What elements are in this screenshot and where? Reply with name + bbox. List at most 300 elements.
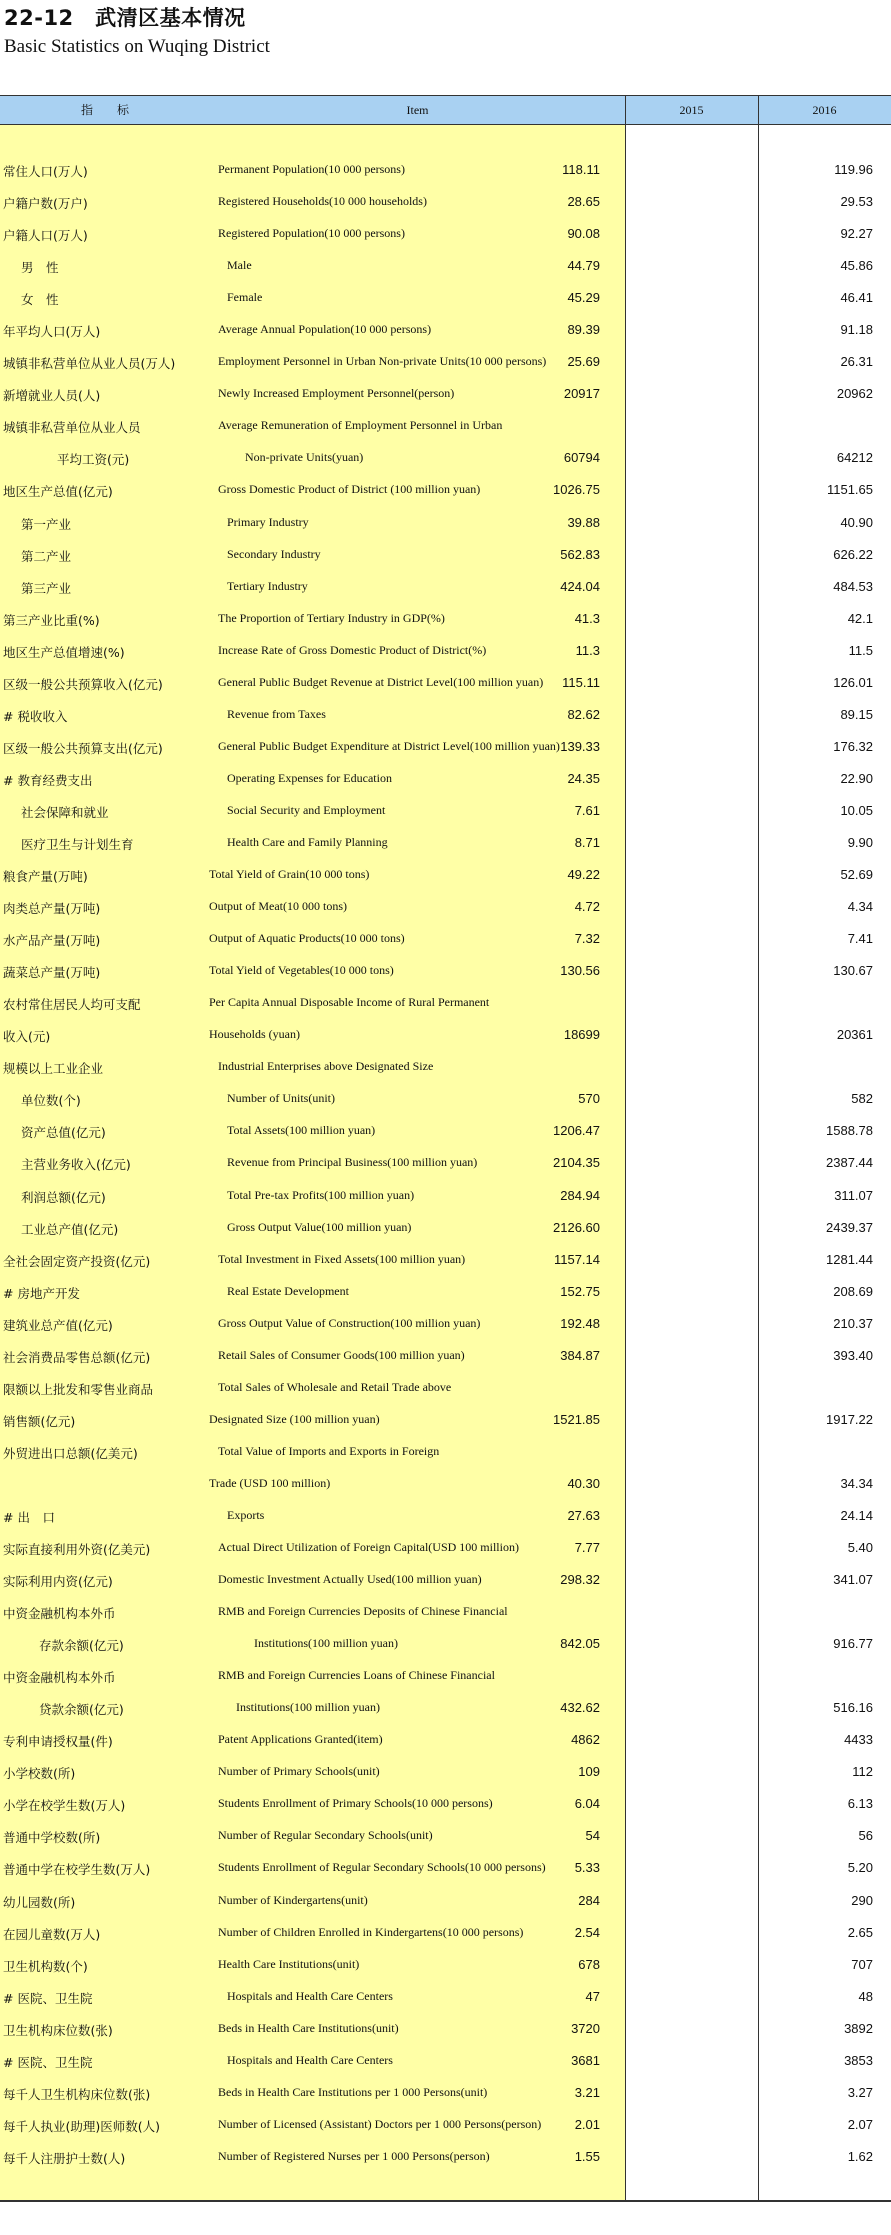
value-2016: 1.62 bbox=[847, 2148, 873, 2164]
row-label-en: Retail Sales of Consumer Goods(100 million yuan) bbox=[218, 1347, 465, 1362]
value-2015: 2.54 bbox=[574, 1924, 600, 1940]
row-label-cn: 小学在校学生数(万人) bbox=[3, 1798, 126, 1814]
table-row bbox=[0, 1533, 891, 1565]
row-label-cn: 实际利用内资(亿元) bbox=[3, 1574, 113, 1590]
row-label-en: General Public Budget Expenditure at District Level(100 million yuan) bbox=[218, 738, 560, 753]
value-2015: 47 bbox=[585, 1988, 600, 2004]
value-2015: 115.11 bbox=[562, 674, 600, 690]
row-label-en: Social Security and Employment bbox=[227, 802, 386, 817]
table-row bbox=[0, 2142, 891, 2174]
row-label-en: Secondary Industry bbox=[227, 546, 321, 561]
value-2016: 2.65 bbox=[847, 1924, 873, 1940]
row-label-en: Number of Licensed (Assistant) Doctors per 1 000 Persons(person) bbox=[218, 2116, 542, 2131]
row-label-cn: # 教育经费支出 bbox=[3, 772, 93, 788]
row-label-en: Average Annual Population(10 000 persons) bbox=[218, 322, 432, 337]
value-2015: 7.32 bbox=[574, 931, 600, 947]
row-label-en: Number of Units(unit) bbox=[227, 1091, 335, 1106]
value-2015: 49.22 bbox=[567, 867, 600, 883]
value-2016: 4433 bbox=[844, 1732, 873, 1748]
value-2015: 139.33 bbox=[560, 738, 600, 754]
value-2015: 82.62 bbox=[567, 706, 600, 722]
row-label-en: Revenue from Principal Business(100 million yuan) bbox=[227, 1155, 478, 1170]
row-label-en: Students Enrollment of Primary Schools(10 000 persons) bbox=[218, 1796, 493, 1811]
value-2015: 89.39 bbox=[567, 322, 600, 338]
table-row bbox=[0, 1597, 891, 1629]
row-label-en: Number of Registered Nurses per 1 000 Persons(person) bbox=[218, 2148, 490, 2163]
value-2015: 1026.75 bbox=[553, 482, 600, 498]
value-2016: 48 bbox=[858, 1988, 873, 2004]
table-row bbox=[0, 283, 891, 315]
table-row bbox=[0, 828, 891, 860]
row-label-en: Beds in Health Care Institutions(unit) bbox=[218, 2020, 399, 2035]
table-row bbox=[0, 1405, 891, 1437]
table-row bbox=[0, 187, 891, 219]
row-label-en: Total Assets(100 million yuan) bbox=[227, 1123, 376, 1138]
row-label-cn: 第一产业 bbox=[21, 516, 72, 532]
row-label-en: Number of Kindergartens(unit) bbox=[218, 1892, 368, 1907]
row-label-en: Increase Rate of Gross Domestic Product of District(%) bbox=[218, 642, 487, 657]
value-2015: 432.62 bbox=[560, 1700, 600, 1716]
row-label-cn: 男 性 bbox=[21, 260, 59, 276]
table-row bbox=[0, 860, 891, 892]
row-label-en: Students Enrollment of Regular Secondary Schools(10 000 persons) bbox=[218, 1860, 546, 1875]
table-row bbox=[0, 540, 891, 572]
header-year-2016: 2016 bbox=[812, 103, 837, 117]
row-label-en: Number of Primary Schools(unit) bbox=[218, 1764, 380, 1779]
value-2015: 3720 bbox=[571, 2020, 600, 2036]
page-title-english: Basic Statistics on Wuqing District bbox=[4, 36, 270, 57]
value-2016: 20962 bbox=[836, 386, 873, 402]
value-2015: 45.29 bbox=[567, 290, 600, 306]
value-2016: 20361 bbox=[836, 1027, 873, 1043]
table-row bbox=[0, 764, 891, 796]
value-2016: 626.22 bbox=[833, 546, 873, 562]
row-label-cn: 卫生机构数(个) bbox=[3, 1958, 88, 1974]
table-row bbox=[0, 1757, 891, 1789]
row-label-cn: 贷款余额(亿元) bbox=[39, 1702, 124, 1718]
row-label-cn: # 房地产开发 bbox=[3, 1285, 80, 1301]
row-label-cn: 地区生产总值(亿元) bbox=[3, 484, 113, 500]
value-2015: 2.01 bbox=[574, 2116, 600, 2132]
value-2015: 109 bbox=[578, 1764, 600, 1780]
value-2015: 6.04 bbox=[574, 1796, 600, 1812]
row-label-cn: 规模以上工业企业 bbox=[3, 1061, 104, 1077]
row-label-en: RMB and Foreign Currencies Deposits of Chinese Financial bbox=[218, 1604, 508, 1619]
table-row bbox=[0, 475, 891, 507]
value-2015: 570 bbox=[578, 1091, 600, 1107]
table-row bbox=[0, 1309, 891, 1341]
row-label-cn: 水产品产量(万吨) bbox=[3, 933, 101, 949]
row-label-cn: 资产总值(亿元) bbox=[21, 1125, 106, 1141]
table-row bbox=[0, 1950, 891, 1982]
row-label-cn: 幼儿园数(所) bbox=[3, 1894, 76, 1910]
value-2016: 34.34 bbox=[840, 1475, 873, 1491]
row-label-cn: 社会保障和就业 bbox=[21, 804, 109, 820]
value-2016: 3.27 bbox=[847, 2084, 873, 2100]
row-label-en: Beds in Health Care Institutions per 1 000 Persons(unit) bbox=[218, 2084, 488, 2099]
row-label-en: Institutions(100 million yuan) bbox=[236, 1700, 380, 1715]
table-row bbox=[0, 892, 891, 924]
table-row bbox=[0, 1853, 891, 1885]
row-label-cn: 第三产业 bbox=[21, 580, 72, 596]
value-2016: 42.1 bbox=[847, 610, 873, 626]
row-label-cn: 常住人口(万人) bbox=[3, 164, 88, 179]
row-label-en: Total Investment in Fixed Assets(100 million yuan) bbox=[218, 1251, 466, 1266]
table-row bbox=[0, 1789, 891, 1821]
table-row bbox=[0, 1245, 891, 1277]
table-row bbox=[0, 1469, 891, 1501]
value-2016: 9.90 bbox=[847, 834, 873, 850]
row-label-cn: 每千人卫生机构床位数(张) bbox=[3, 2086, 151, 2102]
value-2016: 29.53 bbox=[840, 194, 873, 210]
row-label-cn: 销售额(亿元) bbox=[3, 1413, 76, 1429]
value-2016: 341.07 bbox=[833, 1572, 873, 1588]
row-label-cn: 实际直接利用外资(亿美元) bbox=[3, 1542, 151, 1558]
table-row bbox=[0, 796, 891, 828]
row-label-en: Permanent Population(10 000 persons) bbox=[218, 162, 405, 176]
value-2015: 41.3 bbox=[574, 610, 600, 626]
value-2016: 484.53 bbox=[833, 578, 873, 594]
table-row bbox=[0, 1373, 891, 1405]
row-label-en: Revenue from Taxes bbox=[227, 706, 326, 721]
row-label-en: Households (yuan) bbox=[209, 1027, 300, 1042]
row-label-cn: 女 性 bbox=[21, 292, 59, 308]
value-2015: 18699 bbox=[563, 1027, 600, 1043]
value-2016: 89.15 bbox=[840, 706, 873, 722]
value-2016: 45.86 bbox=[840, 258, 873, 274]
row-label-cn: 单位数(个) bbox=[21, 1093, 81, 1109]
value-2016: 5.40 bbox=[847, 1540, 873, 1556]
value-2015: 27.63 bbox=[567, 1507, 600, 1523]
value-2016: 119.96 bbox=[834, 162, 873, 177]
row-label-cn: 社会消费品零售总额(亿元) bbox=[3, 1349, 151, 1365]
row-label-cn: 存款余额(亿元) bbox=[39, 1638, 124, 1654]
table-row bbox=[0, 1982, 891, 2014]
value-2016: 210.37 bbox=[833, 1315, 873, 1331]
value-2016: 56 bbox=[858, 1828, 873, 1844]
row-label-en: Female bbox=[227, 290, 263, 305]
value-2016: 40.90 bbox=[840, 514, 873, 530]
value-2015: 2126.60 bbox=[553, 1219, 600, 1235]
row-label-en: Hospitals and Health Care Centers bbox=[227, 2052, 393, 2067]
table-row bbox=[0, 1565, 891, 1597]
row-label-cn: 普通中学校数(所) bbox=[3, 1830, 101, 1846]
value-2015: 7.61 bbox=[574, 802, 600, 818]
value-2016: 22.90 bbox=[840, 770, 873, 786]
value-2016: 290 bbox=[851, 1892, 873, 1908]
value-2015: 152.75 bbox=[560, 1283, 600, 1299]
row-label-cn: 专利申请授权量(件) bbox=[3, 1734, 113, 1750]
row-label-cn: 限额以上批发和零售业商品 bbox=[3, 1381, 154, 1397]
row-label-cn: 平均工资(元) bbox=[57, 452, 130, 468]
table-row bbox=[0, 1501, 891, 1533]
row-label-cn: 每千人执业(助理)医师数(人) bbox=[3, 2118, 161, 2134]
row-label-cn: 粮食产量(万吨) bbox=[3, 869, 88, 885]
value-2016: 176.32 bbox=[833, 738, 873, 754]
value-2015: 298.32 bbox=[560, 1572, 600, 1588]
row-label-cn: 卫生机构床位数(张) bbox=[3, 2022, 113, 2038]
value-2015: 28.65 bbox=[567, 194, 600, 210]
value-2015: 3.21 bbox=[574, 2084, 600, 2100]
header-year-2015: 2015 bbox=[679, 103, 704, 117]
table-row bbox=[0, 1886, 891, 1918]
header-item: Item bbox=[406, 103, 429, 117]
row-label-en: The Proportion of Tertiary Industry in GDP(%) bbox=[218, 610, 445, 625]
row-label-en: Total Sales of Wholesale and Retail Trade above bbox=[218, 1379, 452, 1394]
row-label-en: Tertiary Industry bbox=[227, 578, 308, 593]
row-label-cn: 城镇非私营单位从业人员(万人) bbox=[3, 356, 176, 372]
value-2016: 1151.65 bbox=[826, 482, 873, 498]
value-2015: 8.71 bbox=[574, 834, 600, 850]
table-row bbox=[0, 1693, 891, 1725]
value-2015: 39.88 bbox=[567, 514, 600, 530]
value-2015: 424.04 bbox=[560, 578, 600, 594]
value-2015: 60794 bbox=[563, 450, 600, 466]
table-row bbox=[0, 1084, 891, 1116]
row-label-cn: 小学校数(所) bbox=[3, 1766, 76, 1782]
value-2015: 1157.14 bbox=[553, 1251, 600, 1267]
row-label-en: Gross Output Value of Construction(100 million yuan) bbox=[218, 1315, 481, 1330]
value-2015: 25.69 bbox=[567, 354, 600, 370]
value-2016: 6.13 bbox=[847, 1796, 873, 1812]
table-row bbox=[0, 155, 891, 187]
row-label-cn: 区级一般公共预算收入(亿元) bbox=[3, 676, 163, 692]
value-2015: 3681 bbox=[571, 2052, 600, 2068]
row-label-en: Average Remuneration of Employment Personnel in Urban bbox=[218, 418, 503, 433]
value-2016: 582 bbox=[851, 1091, 873, 1107]
value-2016: 5.20 bbox=[847, 1860, 873, 1876]
value-2016: 2439.37 bbox=[826, 1219, 873, 1235]
row-label-en: Actual Direct Utilization of Foreign Capital(USD 100 million) bbox=[218, 1540, 519, 1555]
value-2015: 118.11 bbox=[562, 162, 600, 177]
row-label-cn: 年平均人口(万人) bbox=[3, 324, 101, 340]
table-row bbox=[0, 315, 891, 347]
table-row bbox=[0, 1116, 891, 1148]
value-2015: 44.79 bbox=[567, 258, 600, 274]
value-2015: 562.83 bbox=[560, 546, 600, 562]
row-label-cn: 第三产业比重(%) bbox=[3, 612, 100, 628]
row-label-cn: 建筑业总产值(亿元) bbox=[3, 1317, 113, 1333]
row-label-cn: 户籍人口(万人) bbox=[3, 228, 88, 244]
value-2015: 2104.35 bbox=[553, 1155, 600, 1171]
value-2015: 284.94 bbox=[560, 1187, 600, 1203]
row-label-en: Patent Applications Granted(item) bbox=[218, 1732, 383, 1747]
table-row bbox=[0, 924, 891, 956]
row-label-cn: 收入(元) bbox=[3, 1029, 51, 1045]
value-2015: 130.56 bbox=[560, 963, 600, 979]
table-row bbox=[0, 1629, 891, 1661]
table-row bbox=[0, 411, 891, 443]
value-2016: 52.69 bbox=[840, 867, 873, 883]
row-label-cn: 医疗卫生与计划生育 bbox=[21, 836, 134, 852]
row-label-en: Male bbox=[227, 258, 252, 273]
row-label-cn: 第二产业 bbox=[21, 548, 72, 564]
table-row bbox=[0, 2110, 891, 2142]
value-2016: 126.01 bbox=[833, 674, 873, 690]
table-row bbox=[0, 732, 891, 764]
value-2016: 707 bbox=[851, 1956, 873, 1972]
table-row bbox=[0, 219, 891, 251]
value-2016: 1281.44 bbox=[826, 1251, 873, 1267]
row-label-cn: 在园儿童数(万人) bbox=[3, 1926, 101, 1942]
value-2015: 842.05 bbox=[560, 1636, 600, 1652]
row-label-cn: 普通中学在校学生数(万人) bbox=[3, 1862, 151, 1878]
value-2016: 393.40 bbox=[833, 1347, 873, 1363]
row-label-en: Non-private Units(yuan) bbox=[245, 450, 364, 465]
value-2016: 208.69 bbox=[833, 1283, 873, 1299]
value-2016: 46.41 bbox=[840, 290, 873, 306]
table-row bbox=[0, 1821, 891, 1853]
value-2015: 5.33 bbox=[574, 1860, 600, 1876]
row-label-en: Registered Households(10 000 households) bbox=[218, 194, 427, 209]
table-bottom-rule bbox=[0, 2200, 891, 2202]
row-label-en: Gross Output Value(100 million yuan) bbox=[227, 1219, 412, 1234]
row-label-en: Institutions(100 million yuan) bbox=[254, 1636, 398, 1651]
table-row bbox=[0, 668, 891, 700]
value-2015: 7.77 bbox=[574, 1540, 600, 1556]
value-2016: 916.77 bbox=[833, 1636, 873, 1652]
value-2016: 516.16 bbox=[833, 1700, 873, 1716]
header-indicator: 指 标 bbox=[80, 103, 129, 117]
value-2015: 192.48 bbox=[560, 1315, 600, 1331]
row-label-cn: 利润总额(亿元) bbox=[21, 1189, 106, 1205]
value-2015: 678 bbox=[578, 1956, 600, 1972]
row-label-cn: 城镇非私营单位从业人员 bbox=[3, 420, 141, 436]
value-2015: 384.87 bbox=[560, 1347, 600, 1363]
value-2015: 20917 bbox=[563, 386, 600, 402]
row-label-en: Real Estate Development bbox=[227, 1283, 349, 1298]
value-2016: 10.05 bbox=[840, 802, 873, 818]
table-row bbox=[0, 1181, 891, 1213]
row-label-cn: 新增就业人员(人) bbox=[3, 388, 101, 404]
value-2015: 4862 bbox=[571, 1732, 600, 1748]
value-2015: 4.72 bbox=[574, 899, 600, 915]
row-label-en: Output of Aquatic Products(10 000 tons) bbox=[209, 931, 405, 946]
value-2016: 64212 bbox=[836, 450, 873, 466]
table-row bbox=[0, 572, 891, 604]
table-row bbox=[0, 1277, 891, 1309]
value-2016: 3853 bbox=[844, 2052, 873, 2068]
table-row bbox=[0, 2078, 891, 2110]
table-row bbox=[0, 1341, 891, 1373]
row-label-en: Per Capita Annual Disposable Income of Rural Permanent bbox=[209, 995, 490, 1010]
row-label-cn: 蔬菜总产量(万吨) bbox=[3, 965, 101, 981]
value-2016: 1917.22 bbox=[826, 1411, 873, 1427]
table-row bbox=[0, 2014, 891, 2046]
row-label-cn: 肉类总产量(万吨) bbox=[3, 901, 101, 917]
table-row bbox=[0, 700, 891, 732]
table-row bbox=[0, 379, 891, 411]
table-row bbox=[0, 1661, 891, 1693]
row-label-cn: 地区生产总值增速(%) bbox=[3, 644, 125, 660]
table-row bbox=[0, 508, 891, 540]
value-2016: 11.5 bbox=[848, 642, 873, 658]
row-label-cn: 中资金融机构本外币 bbox=[3, 1670, 116, 1686]
row-label-en: General Public Budget Revenue at District Level(100 million yuan) bbox=[218, 674, 544, 689]
row-label-en: Newly Increased Employment Personnel(person) bbox=[218, 386, 455, 401]
value-2016: 26.31 bbox=[840, 354, 873, 370]
value-2016: 112 bbox=[852, 1764, 873, 1780]
value-2015: 54 bbox=[585, 1828, 600, 1844]
value-2016: 311.07 bbox=[834, 1187, 873, 1203]
table-row bbox=[0, 1052, 891, 1084]
row-label-en: Industrial Enterprises above Designated Size bbox=[218, 1059, 434, 1074]
row-label-en: Domestic Investment Actually Used(100 million yuan) bbox=[218, 1572, 482, 1587]
value-2015: 11.3 bbox=[575, 642, 600, 658]
value-2016: 4.34 bbox=[847, 899, 873, 915]
row-label-en: Exports bbox=[227, 1507, 265, 1522]
table-body bbox=[0, 155, 891, 2174]
row-label-en: Gross Domestic Product of District (100 million yuan) bbox=[218, 482, 481, 497]
row-label-en: Operating Expenses for Education bbox=[227, 770, 392, 785]
row-label-cn: 中资金融机构本外币 bbox=[3, 1606, 116, 1622]
row-label-en: Total Yield of Grain(10 000 tons) bbox=[209, 867, 370, 882]
row-label-cn: 户籍户数(万户) bbox=[3, 196, 88, 212]
row-label-en: RMB and Foreign Currencies Loans of Chinese Financial bbox=[218, 1668, 495, 1683]
value-2016: 24.14 bbox=[840, 1507, 873, 1523]
row-label-cn: 区级一般公共预算支出(亿元) bbox=[3, 740, 163, 756]
row-label-en: Trade (USD 100 million) bbox=[209, 1475, 331, 1490]
row-label-cn: 外贸进出口总额(亿美元) bbox=[3, 1445, 138, 1461]
table-row bbox=[0, 956, 891, 988]
value-2016: 2.07 bbox=[847, 2116, 873, 2132]
value-2015: 1.55 bbox=[574, 2148, 600, 2164]
table-row bbox=[0, 251, 891, 283]
row-label-cn: # 医院、卫生院 bbox=[3, 1990, 93, 2006]
row-label-en: Number of Regular Secondary Schools(unit) bbox=[218, 1828, 433, 1843]
row-label-cn: # 税收收入 bbox=[3, 708, 68, 724]
row-label-en: Health Care Institutions(unit) bbox=[218, 1956, 360, 1971]
value-2015: 284 bbox=[578, 1892, 600, 1908]
row-label-en: Total Pre-tax Profits(100 million yuan) bbox=[227, 1187, 415, 1202]
row-label-en: Designated Size (100 million yuan) bbox=[209, 1411, 380, 1426]
row-label-en: Registered Population(10 000 persons) bbox=[218, 226, 405, 241]
row-label-cn: # 出 口 bbox=[3, 1509, 55, 1525]
table-row bbox=[0, 988, 891, 1020]
row-label-cn: 农村常住居民人均可支配 bbox=[3, 997, 141, 1013]
table-row bbox=[0, 1148, 891, 1180]
value-2016: 7.41 bbox=[847, 931, 873, 947]
row-label-en: Total Value of Imports and Exports in Foreign bbox=[218, 1443, 440, 1458]
value-2016: 130.67 bbox=[833, 963, 873, 979]
table-row bbox=[0, 347, 891, 379]
row-label-en: Primary Industry bbox=[227, 514, 309, 529]
value-2016: 92.27 bbox=[840, 226, 873, 242]
row-label-cn: 全社会固定资产投资(亿元) bbox=[3, 1253, 151, 1269]
row-label-en: Hospitals and Health Care Centers bbox=[227, 1988, 393, 2003]
value-2016: 1588.78 bbox=[826, 1123, 873, 1139]
value-2015: 40.30 bbox=[567, 1475, 600, 1491]
row-label-en: Output of Meat(10 000 tons) bbox=[209, 899, 347, 914]
row-label-en: Total Yield of Vegetables(10 000 tons) bbox=[209, 963, 394, 978]
table-row bbox=[0, 1725, 891, 1757]
table-row bbox=[0, 1213, 891, 1245]
value-2015: 1206.47 bbox=[553, 1123, 600, 1139]
table-row bbox=[0, 1918, 891, 1950]
table-row bbox=[0, 1020, 891, 1052]
value-2015: 90.08 bbox=[567, 226, 600, 242]
table-row bbox=[0, 443, 891, 475]
row-label-en: Employment Personnel in Urban Non-private Units(10 000 persons) bbox=[218, 354, 547, 369]
page-title-chinese: 22-12 武清区基本情况 bbox=[4, 6, 246, 30]
row-label-en: Health Care and Family Planning bbox=[227, 834, 388, 849]
table-row bbox=[0, 1437, 891, 1469]
row-label-cn: 工业总产值(亿元) bbox=[21, 1221, 119, 1237]
value-2016: 91.18 bbox=[840, 322, 873, 338]
row-label-cn: 每千人注册护士数(人) bbox=[3, 2150, 126, 2166]
value-2016: 2387.44 bbox=[826, 1155, 873, 1171]
table-row bbox=[0, 636, 891, 668]
